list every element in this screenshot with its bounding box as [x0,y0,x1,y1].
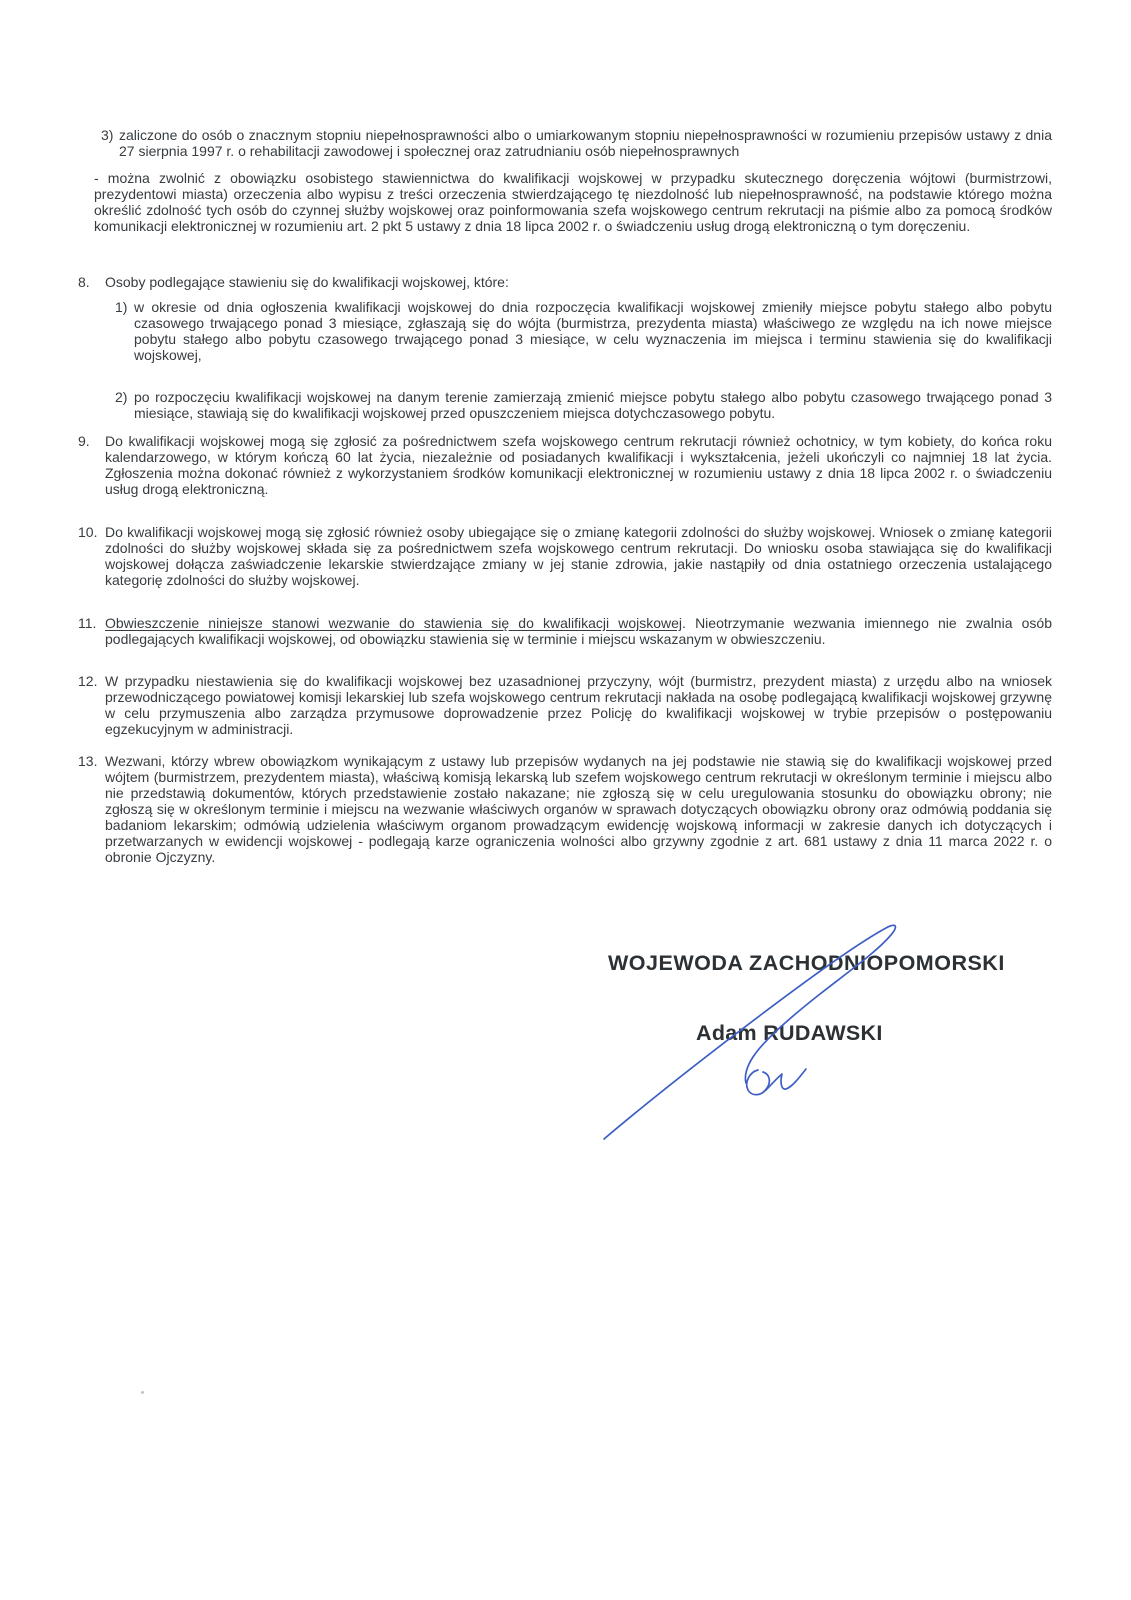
list-subitem-2-text: po rozpoczęciu kwalifikacji wojskowej na danym terenie zamierzają zmienić miejsce pobytu stałego albo pobytu czasowego trwającego ponad 3 miesiące, stawiają się do kwalifikacji wojskowej przed opuszczeniem miejsca dotychczasowego pobytu. [134,389,1052,421]
list-item-10-marker: 10. [78,524,98,540]
list-item-13-marker: 13. [78,753,98,769]
list-item-8 [78,274,1052,290]
signature-name: Adam RUDAWSKI [696,1021,883,1045]
signature-flourish-r [766,1069,806,1090]
list-item-3 [101,127,1052,159]
list-item-13-text: Wezwani, którzy wbrew obowiązkom wynikającym z ustawy lub przepisów wydanych na jej podstawie nie stawią się do kwalifikacji wojskowej przed wójtem (burmistrzem, prezydentem miasta), właściwą komisją lekarską lub szefem wojskowego centrum rekrutacji w określonym terminie i miejscu albo nie przedstawią dokumentów, których przedstawienie zostało nakazane; nie zgłoszą się w celu uregulowania stosunku do obowiązku obrony; nie zgłoszą się w określonym terminie i miejscu na wezwanie właściwych organów w sprawach dotyczących obowiązku obrony oraz odmówią poddania się badaniom lekarskim; odmówią udzielenia właściwym organom prowadzącym ewidencję wojskową informacji w zakresie danych ich dotyczących i przetwarzanych w ewidencji wojskowej - podlegają karze ograniczenia wolności albo grzywny zgodnie z art. 681 ustawy z dnia 11 marca 2022 r. o obronie Ojczyzny. [105,753,1052,865]
list-item-9-text: Do kwalifikacji wojskowej mogą się zgłosić za pośrednictwem szefa wojskowego centrum rekrutacji również ochotnicy, w tym kobiety, do końca roku kalendarzowego, w którym kończą 60 lat życia, niezależnie od posiadanych kwalifikacji i wykształcenia, jeżeli ukończyli co najmniej 18 lat życia. Zgłoszenia można dokonać również z wykorzystaniem środków komunikacji elektronicznej w rozumieniu ustawy z dnia 18 lipca 2002 r. o świadczeniu usług drogą elektroniczną. [105,433,1052,497]
list-item-11-rest-text: . Nieotrzymanie wezwania imiennego nie zwalnia osób podlegających kwalifikacji wojskowej, od obowiązku stawienia się w terminie i miejscu wskazanym w obwieszczeniu. [105,615,1052,647]
list-item-11-underlined-text: Obwieszczenie niniejsze stanowi wezwanie do stawienia się do kwalifikacji wojskowej [105,615,683,631]
list-item-9-marker: 9. [78,433,90,449]
list-subitem-1 [115,299,1052,363]
list-item-10-text: Do kwalifikacji wojskowej mogą się zgłosić również osoby ubiegające się o zmianę kategorii zdolności do służby wojskowej. Wniosek o zmianę kategorii zdolności do służby wojskowej składa się za pośrednictwem szefa wojskowego centrum rekrutacji. Do wniosku osoba stawiająca się do kwalifikacji wojskowej dołącza zaświadczenie lekarskie stwierdzające zmiany w jej stanie zdrowia, jakie nastąpiły od dnia ostatniego orzeczenia ustalającego kategorię zdolności do służby wojskowej. [105,524,1052,588]
list-item-11-marker: 11. [78,615,97,631]
list-subitem-2-marker: 2) [115,389,128,405]
list-subitem-1-text: w okresie od dnia ogłoszenia kwalifikacji wojskowej do dnia rozpoczęcia kwalifikacji wojskowej zmieniły miejsce pobytu stałego albo pobytu czasowego trwającego ponad 3 miesiące, zgłaszają się do wójta (burmistrza, prezydenta miasta) właściwego ze względu na ich nowe miejsce pobytu stałego albo pobytu czasowego trwającego ponad 3 miesiące, w celu wyznaczenia im miejsca i terminu stawienia się do kwalifikacji wojskowej, [134,299,1052,363]
list-item-11 [78,615,1052,647]
list-item-12-text: W przypadku niestawienia się do kwalifikacji wojskowej bez uzasadnionej przyczyny, wójt (burmistrz, prezydent miasta) z urzędu albo na wniosek przewodniczącego powiatowej komisji lekarskiej lub szefa wojskowego centrum rekrutacji nakłada na osobę podlegającą kwalifikacji wojskowej grzywnę w celu przymuszenia albo zarządza przymusowe doprowadzenie przez Policję do kwalifikacji wojskowej w trybie przepisów o postępowaniu egzekucyjnym w administracji. [105,673,1052,737]
list-item-8-text: Osoby podlegające stawieniu się do kwalifikacji wojskowej, które: [105,274,509,290]
list-item-10 [78,524,1052,588]
dash-paragraph: - można zwolnić z obowiązku osobistego stawiennictwa do kwalifikacji wojskowej w przypadku skutecznego doręczenia wójtowi (burmistrzowi, prezydentowi miasta) orzeczenia albo wypisu z treści orzeczenia stwierdzającego tę niezdolność lub niepełnosprawność, na podstawie którego można określić zdolność tych osób do czynnej służby wojskowej oraz poinformowania szefa wojskowego centrum rekrutacji na piśmie albo za pomocą środków komunikacji elektronicznej w rozumieniu art. 2 pkt 5 ustawy z dnia 18 lipca 2002 r. o świadczeniu usług drogą elektroniczną o tym doręczeniu. [94,170,1052,234]
signature-title: WOJEWODA ZACHODNIOPOMORSKI [608,951,1005,975]
list-subitem-2 [115,389,1052,421]
list-item-11-text [105,615,1052,647]
list-item-3-text: zaliczone do osób o znacznym stopniu niepełnosprawności albo o umiarkowanym stopniu niepełnosprawności w rozumieniu przepisów ustawy z dnia 27 sierpnia 1997 r. o rehabilitacji zawodowej i społecznej oraz zatrudnianiu osób niepełnosprawnych [119,127,1052,159]
list-item-3-marker: 3) [101,127,114,143]
list-subitem-1-marker: 1) [115,299,128,315]
list-item-12 [78,673,1052,737]
list-item-9 [78,433,1052,497]
scan-artifact-dot [141,1391,144,1394]
signature-flourish-a [747,1070,770,1095]
list-item-8-marker: 8. [78,274,90,290]
list-item-12-marker: 12. [78,673,98,689]
list-item-13 [78,753,1052,865]
